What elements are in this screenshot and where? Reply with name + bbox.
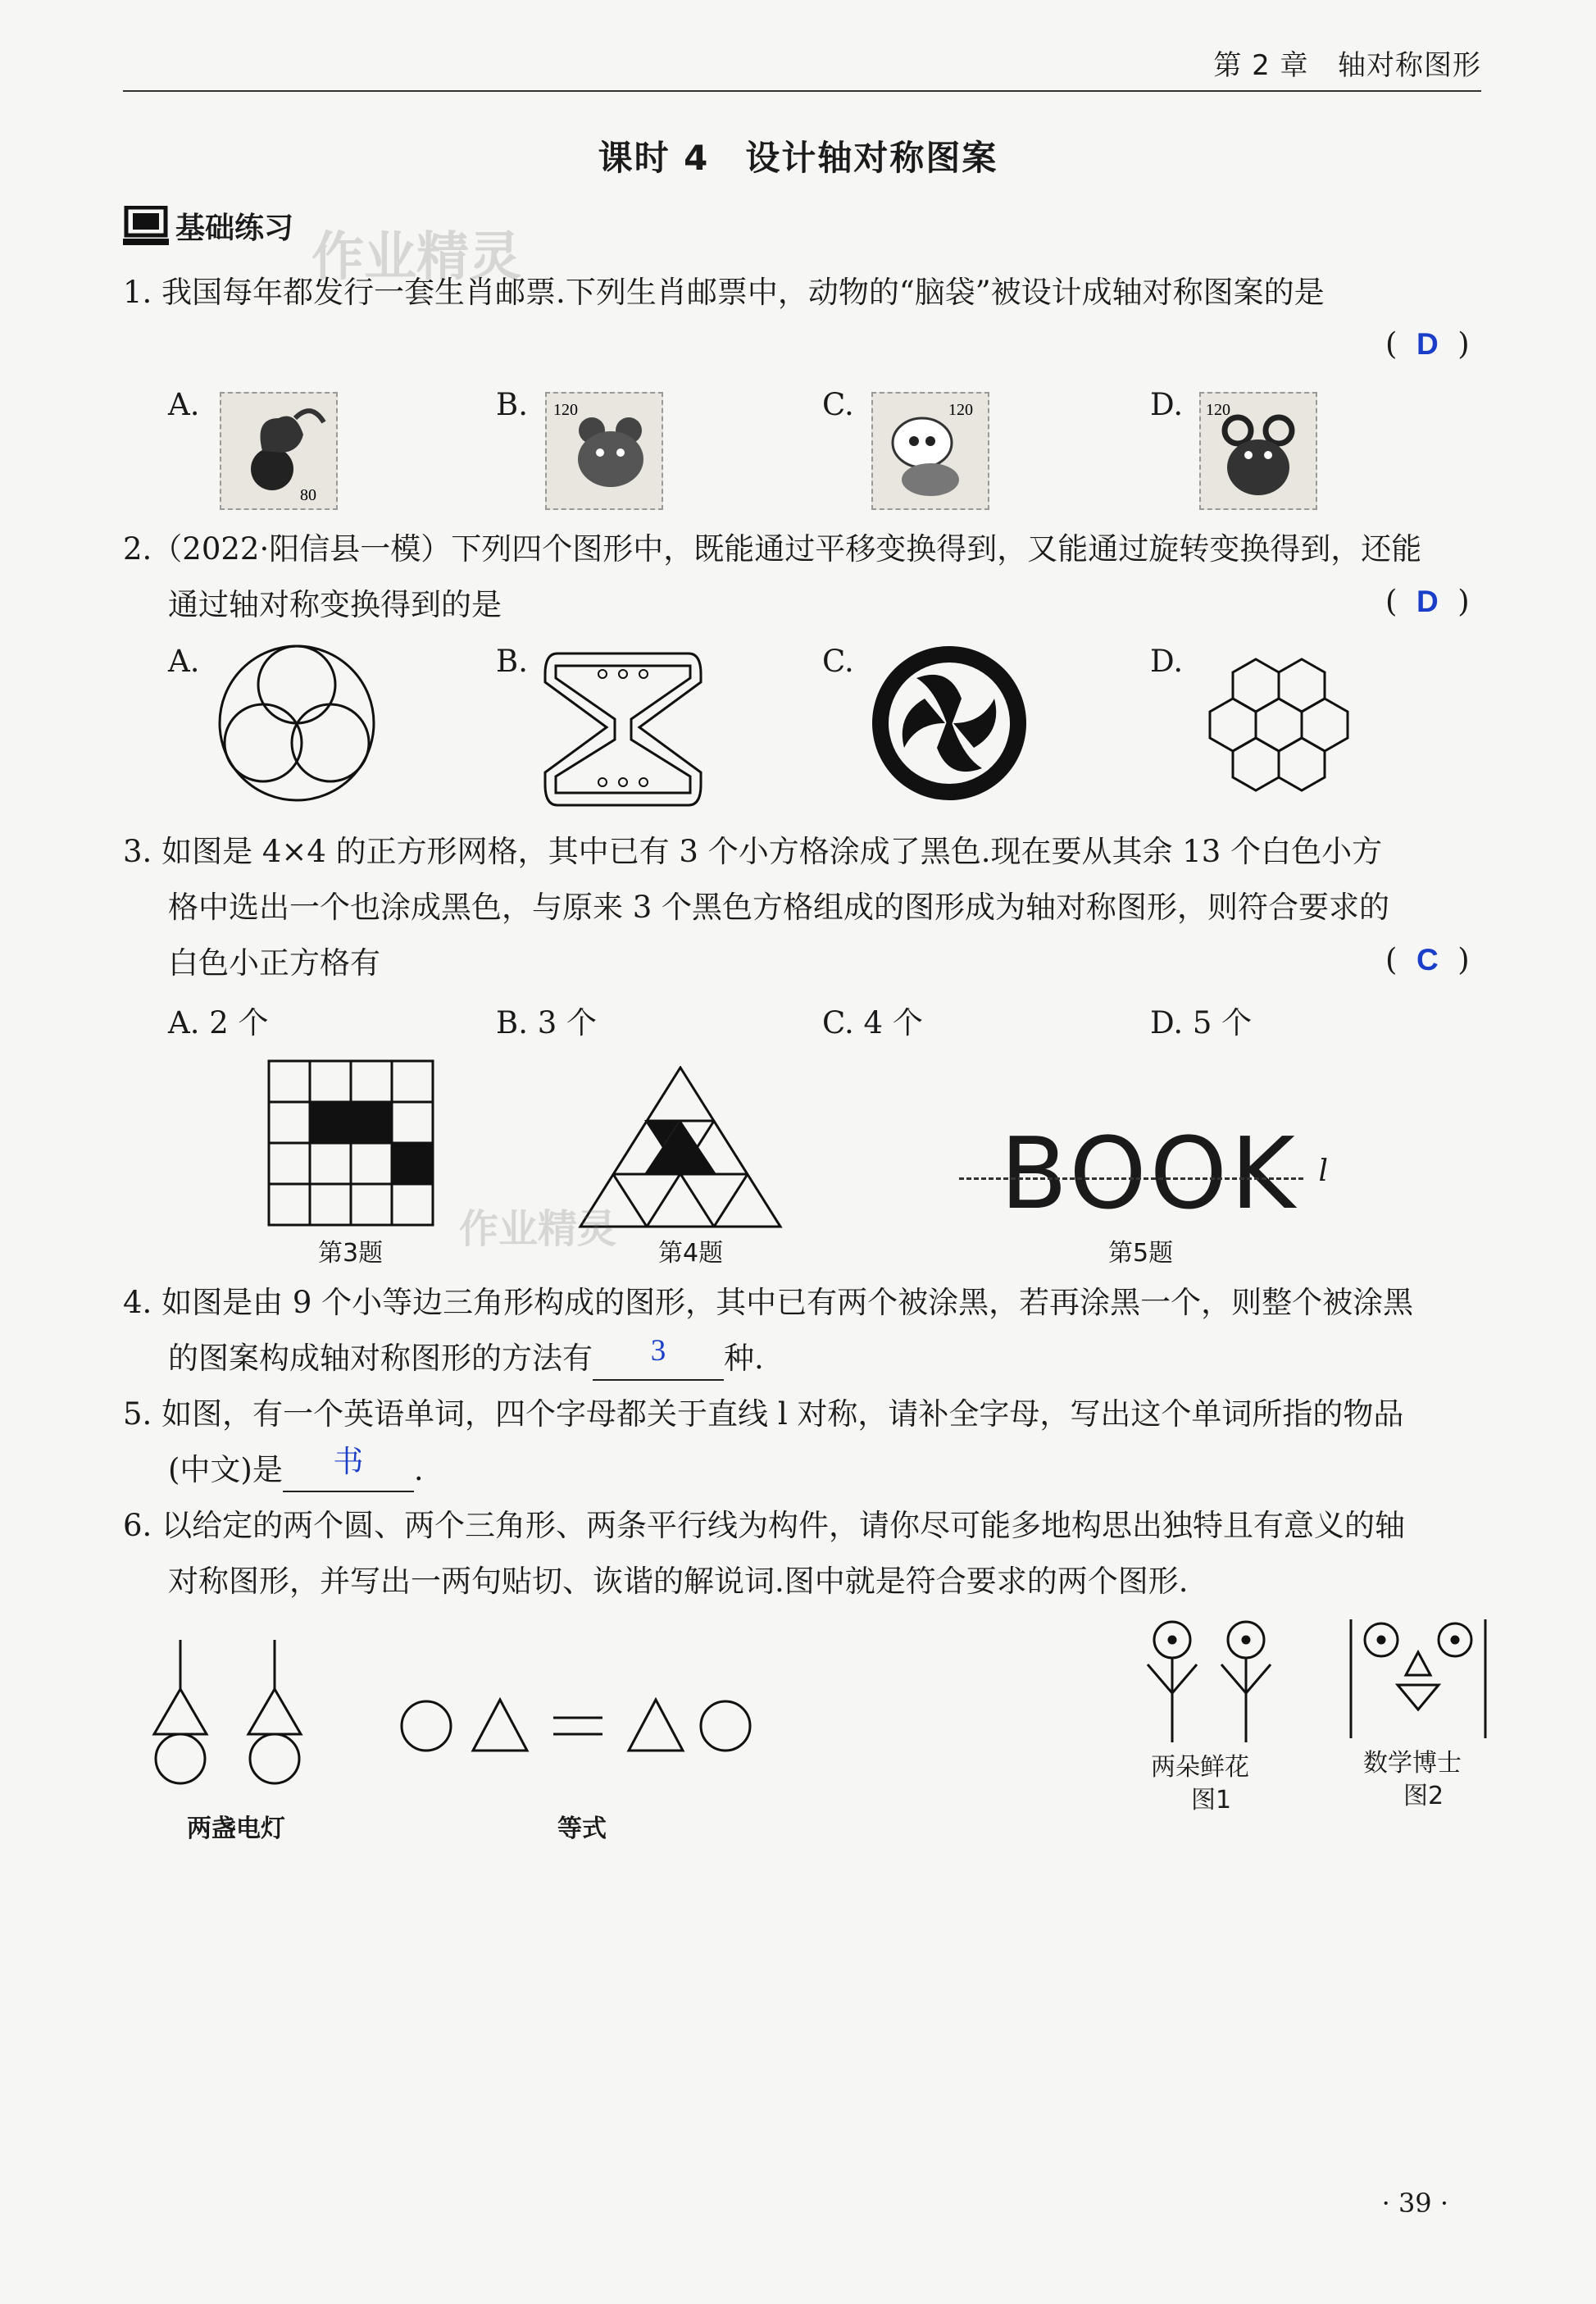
q3-option-c: C. 4 个 [822,1005,923,1040]
book-figure [959,1118,1336,1232]
rabbit-icon [873,394,988,508]
q5-text-after: . [413,1452,424,1487]
q3-option-b: B. 3 个 [496,1005,598,1040]
two-lamps-figure [139,1640,320,1804]
q3-option-d: D. 5 个 [1150,1005,1253,1040]
question-3-line3: 白色小正方格有 [168,945,380,981]
question-6-line2: 对称图形，并写出一两句贴切、诙谐的解说词.图中就是符合要求的两个图形. [168,1564,1189,1599]
section-label: 基础练习 [175,212,294,245]
sheep-icon [1201,394,1316,508]
stamp-value: 120 [553,401,578,419]
q2-option-d: D. [1150,644,1184,679]
equation-figure [398,1693,758,1759]
figure-2-caption: 图2 [1403,1782,1444,1810]
q5-text-before: (中文)是 [168,1452,283,1487]
flowers-caption: 两朵鲜花 [1151,1753,1249,1782]
hexagon-cluster-figure [1193,641,1365,805]
equation-caption: 等式 [557,1815,607,1843]
symmetry-line [959,1177,1303,1180]
question-2-answer: ( D ) [1385,584,1470,619]
doctor-caption: 数学博士 [1363,1749,1462,1778]
q4-answer-blank: 3 [593,1323,724,1381]
computer-icon [123,206,169,247]
lamps-caption: 两盏电灯 [187,1815,285,1843]
grid-4x4-figure [267,1059,436,1228]
three-petal-circle-figure [215,641,379,805]
q1-option-a: A. [168,387,200,422]
question-6-line1: 6. 以给定的两个圆、两个三角形、两条平行线为构件，请你尽可能多地构思出独特且有意义的轴 [123,1508,1406,1543]
rat-icon [547,394,662,508]
answer-letter: C [1416,943,1439,977]
figure-3-caption: 第3题 [318,1239,384,1268]
book-word: BOOK [1000,1118,1298,1232]
page-number: · 39 · [1381,2188,1448,2219]
question-3-line1: 3. 如图是 4×4 的正方形网格，其中已有 3 个小方格涂成了黑色.现在要从其余 13 个白色小方 [123,834,1383,869]
header-divider [123,90,1481,92]
answer-letter: D [1416,327,1439,361]
chapter-title: 轴对称图形 [1338,49,1481,82]
watermark-2: 作业精灵 [459,1206,617,1252]
q1-option-b: B. [496,387,528,422]
question-1-answer: ( D ) [1385,326,1470,362]
swirl-logo-figure [867,641,1031,805]
question-2-line1: 2.（2022·阳信县一模）下列四个图形中，既能通过平移变换得到，又能通过旋转变换得到，还能 [123,531,1422,567]
figure-4-caption: 第4题 [658,1239,724,1268]
question-4-line2 [168,1331,764,1389]
question-2-line2: 通过轴对称变换得到的是 [168,587,502,622]
hourglass-figure [541,641,705,813]
q1-option-d: D. [1150,387,1184,422]
question-3-line2: 格中选出一个也涂成黑色，与原来 3 个黑色方格组成的图形成为轴对称图形，则符合要求的 [168,890,1390,925]
stamp-value: 120 [1206,401,1230,419]
sheep-stamp [1199,392,1317,510]
stamp-value: 80 [300,486,316,504]
rabbit-stamp [871,392,989,510]
question-1-text: 1. 我国每年都发行一套生肖邮票.下列生肖邮票中，动物的“脑袋”被设计成轴对称图案的是 [123,275,1325,310]
question-4-line1: 4. 如图是由 9 个小等边三角形构成的图形，其中已有两个被涂黑，若再涂黑一个，则整个被涂黑 [123,1285,1414,1320]
rooster-icon [221,394,336,508]
answer-letter: D [1416,585,1439,618]
q2-option-c: C. [822,644,854,679]
q2-option-b: B. [496,644,528,679]
chapter-number: 第 2 章 [1213,49,1309,82]
q5-answer-blank: 书 [283,1435,414,1492]
q4-text-after: 种. [724,1341,764,1376]
question-3-answer: ( C ) [1385,942,1470,977]
q2-option-a: A. [168,644,200,679]
section-heading [123,205,293,247]
math-doctor-figure [1344,1619,1492,1742]
watermark: 作业精灵 [311,227,521,288]
q4-text-before: 的图案构成轴对称图形的方法有 [168,1341,593,1376]
question-5-line2 [168,1442,424,1500]
question-5-line1: 5. 如图，有一个英语单词，四个字母都关于直线 l 对称，请补全字母，写出这个单词所指的物品 [123,1396,1404,1432]
line-label: l [1318,1154,1328,1188]
lesson-title: 课时 4 设计轴对称图案 [598,138,998,178]
rooster-stamp [220,392,338,510]
rat-stamp [545,392,663,510]
figure-5-caption: 第5题 [1108,1239,1174,1268]
q3-option-a: A. 2 个 [168,1005,269,1040]
chapter-header [1213,43,1481,83]
q1-option-c: C. [822,387,854,422]
stamp-value: 120 [948,401,973,419]
figure-1-caption: 图1 [1191,1786,1232,1815]
two-flowers-figure [1144,1619,1283,1742]
